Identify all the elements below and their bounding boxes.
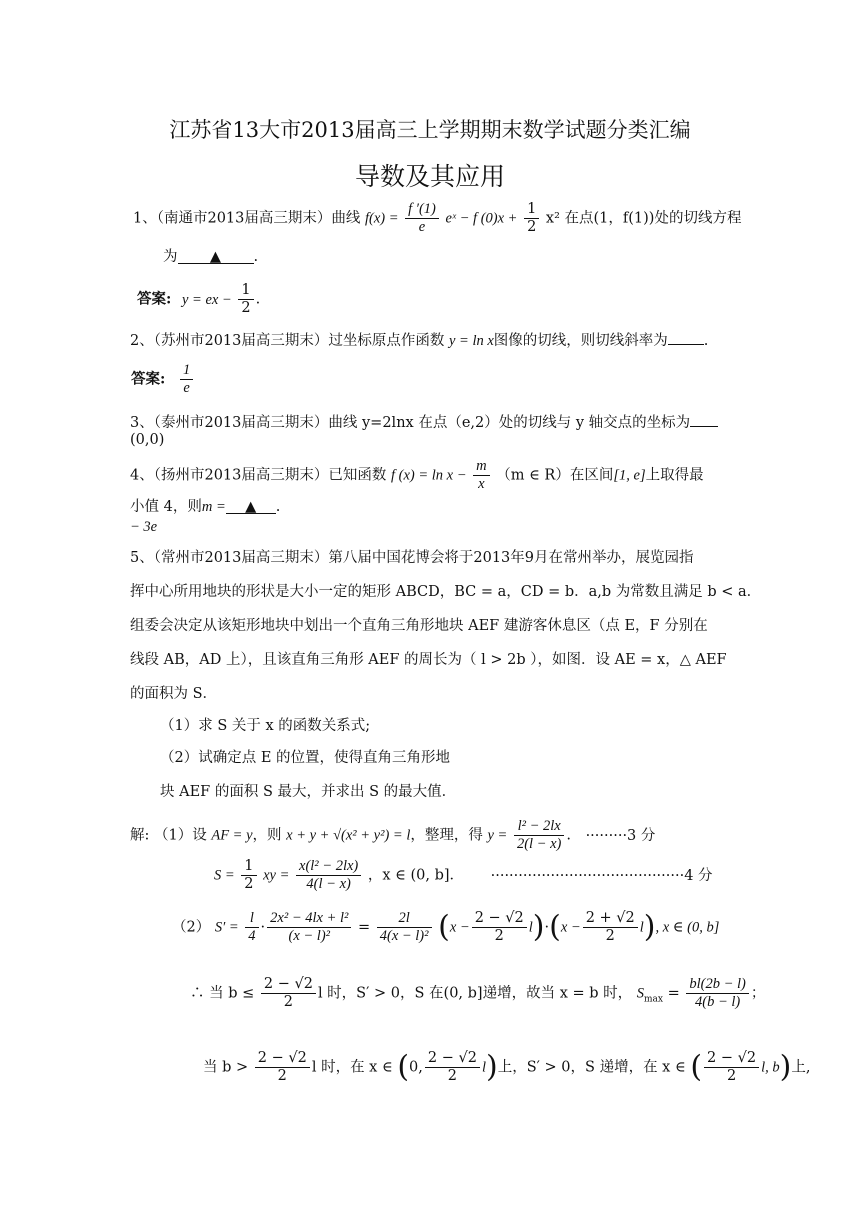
- s1-den: 2(l − x): [516, 836, 562, 852]
- q2-answer-num: 1: [180, 362, 193, 380]
- q2-tail: 图像的切线，则切线斜率为: [493, 333, 668, 349]
- s4-mid: l 时，S′ > 0，S 在(0, b]递增，故当 x = b 时，: [317, 985, 633, 1002]
- document-subtitle: 导数及其应用: [354, 162, 505, 191]
- s3-p1b: l: [528, 919, 533, 936]
- q3-text: 3、（泰州市2013届高三期末）曲线 y=2lnx 在点（e,2）处的切线与 y 轴交点的坐标为: [130, 415, 691, 431]
- solution-line-4: [190, 976, 765, 1011]
- q4-line2-end: .: [275, 499, 281, 515]
- s5-int1a: 0,: [409, 1059, 423, 1076]
- s3-p2-frac: [583, 910, 638, 945]
- q4-tail: 上取得最: [645, 467, 704, 484]
- s5-int2-num: 2 − √2: [704, 1050, 759, 1068]
- s4-num: 2 − √2: [261, 976, 316, 994]
- s3-p2b: l: [639, 919, 644, 936]
- question-4-line-2: [130, 497, 280, 517]
- s1-eq: x + y + √(x² + y²) = l: [286, 827, 411, 844]
- s5-frac: [255, 1050, 310, 1085]
- q4-cond: （m ∈ R）在区间: [496, 467, 614, 484]
- s1-end: .: [566, 827, 571, 844]
- question-4-answer: − 3e: [130, 519, 158, 535]
- s5-den: 2: [277, 1068, 287, 1084]
- question-1-line-1: [133, 201, 741, 236]
- s5-int1-den: 2: [447, 1068, 458, 1084]
- s4-pre: ∴ 当 b ≤: [190, 985, 255, 1002]
- q4-blank-mark: ▲: [245, 499, 257, 515]
- s5-num: 2 − √2: [255, 1050, 310, 1068]
- s3-f1: [245, 910, 258, 945]
- s3-f2: [267, 910, 351, 945]
- q4-answer-blank: [226, 497, 276, 514]
- q1-blank-mark: ▲: [209, 249, 222, 265]
- q2-answer-frac: [180, 362, 193, 397]
- s2-den: 4(l − x): [306, 876, 351, 892]
- s5-int1-frac: [425, 1050, 480, 1085]
- s3-p1-den: 2: [494, 928, 504, 944]
- s5-int2b: l, b: [761, 1059, 780, 1076]
- q4-frac-den: x: [478, 476, 485, 492]
- s5-pre: 当 b >: [203, 1059, 249, 1076]
- q1-fraction: [405, 201, 439, 236]
- s1-pre: （1）设: [154, 827, 207, 844]
- q1-half-den: 2: [527, 219, 537, 235]
- s1-then: ，则: [252, 827, 282, 844]
- s3-f3-num: 2l: [377, 910, 432, 928]
- q5-line-3: 组委会决定从该矩形地块中划出一个直角三角形地块 AEF 建游客休息区（点 E，F 分别在: [130, 618, 708, 634]
- q1-answer-label: 答案:: [137, 290, 172, 308]
- s4-fden: 4(b − l): [694, 994, 741, 1010]
- q2-answer-blank: [668, 328, 704, 345]
- s4-sub: max: [644, 994, 663, 1005]
- question-1-line-2: [163, 247, 258, 267]
- q5-line-4: 线段 AB，AD 上），且该直角三角形 AEF 的周长为（ l > 2b ），如图．设 AE = x，△ AEF: [130, 652, 727, 668]
- solution-line-2: [214, 858, 713, 893]
- q5-line-1: 5、（常州市2013届高三期末）第八届中国花博会将于2013年9月在常州举办，展览园指: [130, 550, 694, 566]
- q4-expr: f (x) = ln x −: [391, 467, 467, 484]
- q1-answer-den: 2: [241, 300, 251, 316]
- s3-p2a: x −: [560, 919, 581, 936]
- s5-mid: l 时，在 x ∈: [311, 1059, 393, 1076]
- s3-dot: ·: [260, 919, 266, 936]
- s3-f2-den: (x − l)²: [288, 928, 331, 944]
- s1-num: l² − 2lx: [514, 818, 564, 836]
- q2-answer-label: 答案:: [131, 370, 166, 388]
- q1-frac-den: e: [418, 219, 426, 235]
- q2-end: .: [703, 333, 709, 349]
- s3-f3-den: 4(x − l)²: [379, 928, 429, 944]
- q1-half-num: 1: [524, 201, 539, 219]
- q5-sub-1: （1）求 S 关于 x 的函数关系式;: [160, 718, 371, 734]
- s5-int1b: l: [481, 1059, 486, 1076]
- s2-dom: ，x ∈ (0, b]．: [367, 867, 465, 884]
- q1-answer-blank: [178, 247, 254, 264]
- s2-frac: [296, 858, 361, 893]
- s2-half-num: 1: [241, 858, 256, 876]
- s3-eq: =: [357, 919, 371, 936]
- q3-answer-blank: [690, 410, 718, 427]
- s4-eq: =: [667, 985, 680, 1002]
- s3-p2-num: 2 + √2: [583, 910, 638, 928]
- q4-line2-pre: 小值 4，则: [130, 499, 202, 515]
- s2-score: ··········································4 分: [490, 867, 713, 884]
- q1-answer-num: 1: [238, 282, 253, 300]
- s3-dom: , x ∈ (0, b]: [655, 919, 720, 936]
- q1-answer-expr: y = ex −: [181, 291, 232, 308]
- q5-sub-3: 块 AEF 的面积 S 最大，并求出 S 的最大值．: [160, 784, 457, 800]
- q1-prefix: 1、（南通市2013届高三期末）曲线: [133, 210, 361, 227]
- q4-interval: [1, e]: [613, 467, 646, 484]
- s5-int1-num: 2 − √2: [425, 1050, 480, 1068]
- s3-S: S′ =: [214, 919, 239, 936]
- s3-f1-den: 4: [248, 928, 256, 944]
- s4-den: 2: [283, 994, 294, 1010]
- q1-answer-frac: [238, 282, 253, 317]
- q1-answer-end: .: [255, 291, 261, 308]
- s1-frac: [514, 818, 564, 853]
- q4-text: 4、（扬州市2013届高三期末）已知函数: [130, 467, 387, 484]
- solution-line-1: [130, 818, 655, 853]
- s5-int2-frac: [704, 1050, 759, 1085]
- question-3-answer: (0,0): [130, 432, 165, 448]
- q1-line2-pre: 为: [163, 249, 178, 265]
- s1-score: ·········3 分: [585, 827, 656, 844]
- q5-line-5: 的面积为 S．: [130, 686, 218, 702]
- s5-end: 上,: [791, 1059, 811, 1076]
- q5-line-2: 挥中心所用地块的形状是大小一定的矩形 ABCD，BC = a，CD = b．a,b 为常数且满足 b < a．: [130, 584, 762, 600]
- document-title: 江苏省13大市2013届高三上学期期末数学试题分类汇编: [169, 118, 691, 142]
- question-2-answer: [131, 362, 195, 397]
- q2-answer-den: e: [183, 380, 190, 396]
- q1-mid: eˣ − f (0)x +: [445, 210, 518, 227]
- s1-arr: ，整理，得: [410, 827, 483, 844]
- q1-frac-num: f ′(1): [405, 201, 439, 219]
- s3-p1a: x −: [449, 919, 470, 936]
- s1-af: AF = y: [211, 827, 253, 844]
- s5-int2-den: 2: [726, 1068, 737, 1084]
- s3-pre: （2）: [172, 919, 211, 936]
- s3-p1-frac: [472, 910, 527, 945]
- solution-label: 解:: [130, 827, 150, 844]
- s4-frac: [261, 976, 316, 1011]
- solution-line-5: 当 b > $\frac{2 - √2}{2}$ l 时，在 x ∈ (0, $\frac{2 - √2}{2}$ l)上，S′ > 0，S 递增，在 x ∈ ( $\frac{2 - √2}{2}$ l, b)上,: [203, 1049, 811, 1085]
- s4-ffrac: [686, 976, 749, 1011]
- s3-f1-num: l: [245, 910, 258, 928]
- q1-tail: x² 在点(1，f(1))处的切线方程: [545, 210, 742, 227]
- s4-end: ；: [750, 985, 766, 1002]
- s3-f2-num: 2x² − 4lx + l²: [267, 910, 351, 928]
- s3-p2-den: 2: [605, 928, 615, 944]
- s3-p1-num: 2 − √2: [472, 910, 527, 928]
- question-4-line-1: [130, 458, 704, 493]
- solution-line-3: （2） S′ = $\frac{l}{4}$ · $\frac{\text{2x² − 4lx + l²}}{\text{(x − l)²}}$ = $\frac{2l}{\text{4(x − l)²}}$ (x − $\frac{2 - √2}{2}$ l)·(x − $\frac{2 + √2}{2}$ l), x ∈ (0, b]: [172, 909, 720, 945]
- s4-smax: S: [636, 985, 644, 1002]
- s2-half-den: 2: [244, 876, 254, 892]
- q5-sub-2: （2）试确定点 E 的位置，使得直角三角形地: [160, 750, 451, 766]
- q4-frac-num: m: [473, 458, 489, 476]
- s4-fnum: bl(2b − l): [686, 976, 749, 994]
- q4-frac: [473, 458, 489, 493]
- s3-f3: [377, 910, 432, 945]
- question-2: [130, 328, 708, 351]
- question-3: [130, 410, 718, 433]
- q1-line2-end: .: [253, 249, 259, 265]
- s2-half: [241, 858, 256, 893]
- q1-fx: f(x) =: [365, 210, 399, 227]
- s1-y: y =: [487, 827, 508, 844]
- q1-half: [524, 201, 539, 236]
- q4-m: m =: [201, 499, 226, 515]
- s2-S: S =: [214, 867, 235, 884]
- s3-dot-2: ·: [544, 919, 550, 936]
- s2-num: x(l² − 2lx): [296, 858, 361, 876]
- s2-xy: xy =: [263, 867, 290, 884]
- q2-expr: y = ln x: [448, 333, 494, 349]
- s5-mid2: 上，S′ > 0，S 递增，在 x ∈: [497, 1059, 686, 1076]
- q2-text: 2、（苏州市2013届高三期末）过坐标原点作函数: [130, 333, 445, 349]
- question-1-answer: [137, 282, 260, 317]
